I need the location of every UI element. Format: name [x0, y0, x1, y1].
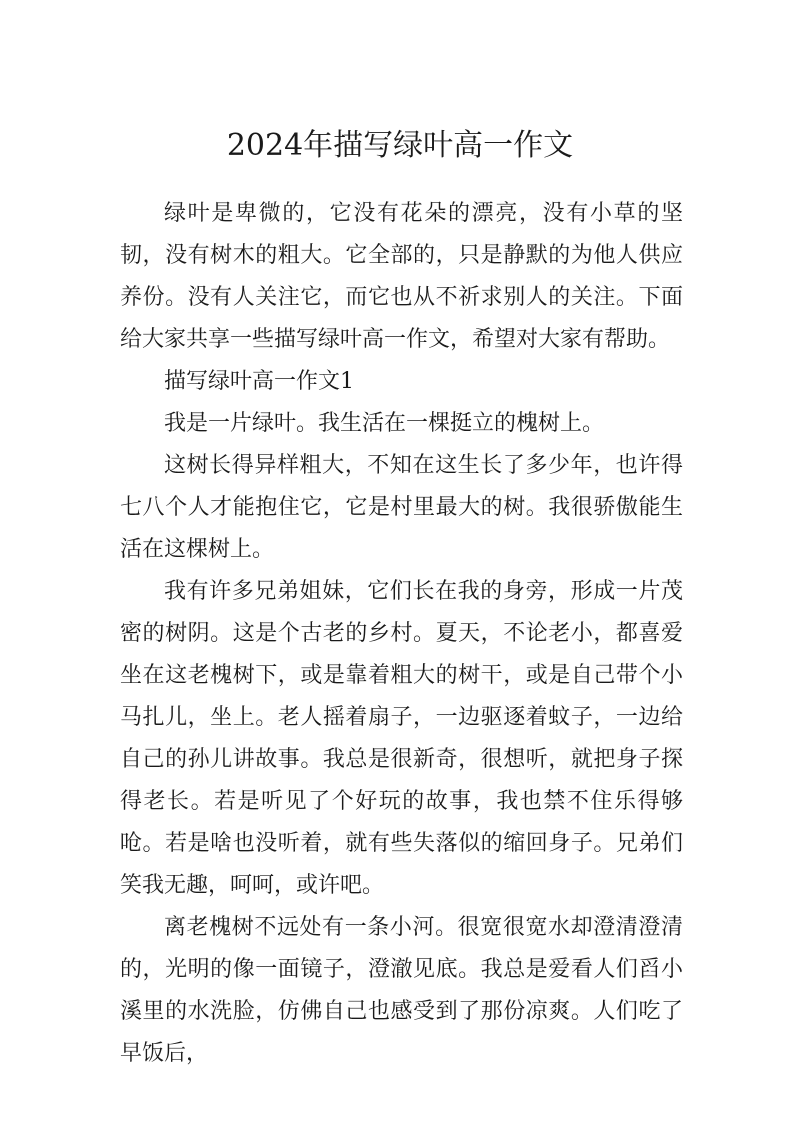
paragraph-intro: 绿叶是卑微的，它没有花朵的漂亮，没有小草的坚韧，没有树木的粗大。它全部的，只是静默的为他人供应养份。没有人关注它，而它也从不祈求别人的关注。下面给大家共享一些描写绿叶高一作文，希望对大家有帮助。 [120, 201, 683, 352]
paragraph: 我是一片绿叶。我生活在一棵挺立的槐树上。 [164, 411, 605, 436]
paragraph: 我有许多兄弟姐妹，它们长在我的身旁，形成一片茂密的树阴。这是个古老的乡村。夏天，不论老小，都喜爱坐在这老槐树下，或是靠着粗大的树干，或是自己带个小马扎儿，坐上。老人摇着扇子，一边驱逐着蚊子，一边给自己的孙儿讲故事。我总是很新奇，很想听，就把身子探得老长。若是听见了个好玩的故事，我也禁不住乐得够呛。若是啥也没听着，就有些失落似的缩回身子。兄弟们笑我无趣，呵呵，或许吧。 [120, 579, 683, 898]
paragraph: 离老槐树不远处有一条小河。很宽很宽水却澄清澄清的，光明的像一面镜子，澄澈见底。我总是爱看人们舀小溪里的水洗脸，仿佛自己也感受到了那份凉爽。人们吃了早饭后， [120, 915, 683, 1066]
paragraph: 这树长得异样粗大，不知在这生长了多少年，也许得七八个人才能抱住它，它是村里最大的树。我很骄傲能生活在这棵树上。 [120, 453, 683, 562]
document-title: 2024年描写绿叶高一作文 [226, 128, 574, 163]
document-body [120, 193, 683, 1075]
section-heading: 描写绿叶高一作文1 [164, 369, 354, 394]
